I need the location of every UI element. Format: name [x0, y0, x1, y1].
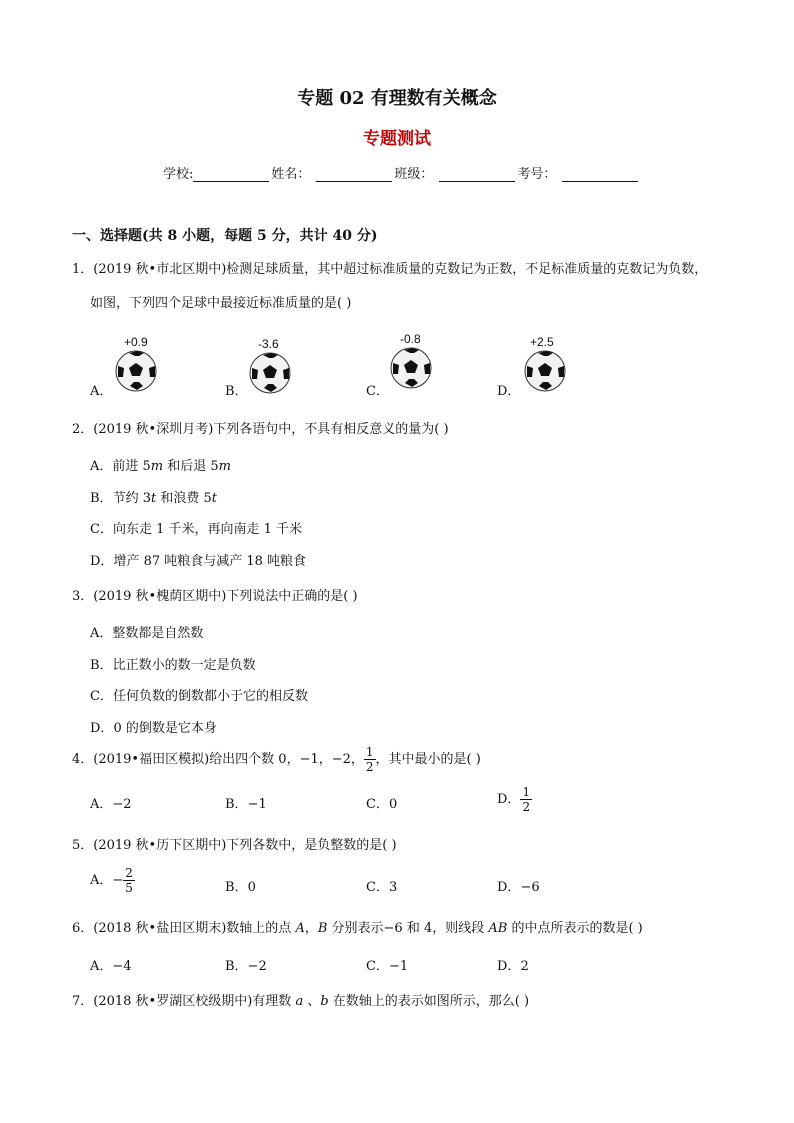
question-5-stem: 5．(2019 秋•历下区期中)下列各数中，是负整数的是( ): [72, 838, 397, 853]
school-blank[interactable]: [193, 167, 269, 182]
question-2-option-b[interactable]: B．节约 3t 和浪费 5t: [90, 491, 217, 506]
question-4-option-d[interactable]: D． $\frac{1}{2}$: [497, 785, 531, 814]
page-subtitle: 专题测试: [363, 129, 431, 149]
question-1-option-c-label[interactable]: C．: [366, 384, 389, 399]
fraction: $\frac{1}{2}$: [365, 745, 374, 774]
school-label: 学校:: [163, 167, 194, 182]
question-1-option-b-label[interactable]: B．: [225, 384, 248, 399]
question-2-option-a[interactable]: A．前进 5m 和后退 5m: [90, 459, 231, 474]
fraction: $\frac{2}{5}$: [125, 866, 133, 895]
ball-c-value: -0.8: [400, 332, 421, 346]
question-1-stem-line1: 1．(2019 秋•市北区期中)检测足球质量，其中超过标准质量的克数记为正数，不足标准质量的克数记为负数，: [72, 262, 708, 277]
class-label: 班级：: [394, 167, 434, 182]
name-blank[interactable]: [316, 167, 392, 182]
question-2-option-c[interactable]: C．向东走 1 千米，再向南走 1 千米: [90, 522, 303, 537]
question-6-stem: 6．(2018 秋•盐田区期末)数轴上的点 A，B 分别表示−6 和 4，则线段 AB 的中点所表示的数是( ): [72, 921, 643, 936]
question-5-option-b[interactable]: B．0: [225, 880, 256, 895]
fraction: $\frac{1}{2}$: [522, 785, 531, 814]
question-5-option-c[interactable]: C．3: [366, 880, 398, 895]
question-6-option-a[interactable]: A．−4: [90, 959, 132, 974]
question-2-stem: 2．(2019 秋•深圳月考)下列各语句中，不具有相反意义的量为( ): [72, 422, 449, 437]
question-4-stem: 4．(2019•福田区模拟)给出四个数 0，−1，−2， $\frac{1}{2}$ ，其中最小的是( ): [72, 745, 481, 774]
question-4-option-a[interactable]: A．−2: [90, 797, 132, 812]
question-1-stem-line2: 如图，下列四个足球中最接近标准质量的是( ): [90, 296, 352, 311]
soccer-ball-icon: [524, 350, 566, 392]
exam-no-label: 考号：: [517, 167, 557, 182]
question-6-option-c[interactable]: C．−1: [366, 959, 409, 974]
question-3-option-b[interactable]: B．比正数小的数一定是负数: [90, 658, 256, 673]
student-info-row: [163, 163, 640, 182]
soccer-ball-icon: [115, 350, 157, 392]
question-6-option-b[interactable]: B．−2: [225, 959, 267, 974]
ball-b-value: -3.6: [258, 337, 279, 351]
question-4-option-b[interactable]: B．−1: [225, 797, 267, 812]
exam-no-blank[interactable]: [562, 167, 638, 182]
question-5-option-a[interactable]: A．− $\frac{2}{5}$: [90, 866, 133, 895]
question-3-stem: 3．(2019 秋•槐荫区期中)下列说法中正确的是( ): [72, 589, 358, 604]
question-7-stem: 7．(2018 秋•罗湖区校级期中)有理数 a 、b 在数轴上的表示如图所示，那么( ): [72, 994, 530, 1009]
question-1-option-d-label[interactable]: D．: [497, 384, 521, 399]
page-title: 专题 02 有理数有关概念: [297, 88, 497, 109]
ball-d-value: +2.5: [530, 335, 554, 349]
soccer-ball-icon: [390, 347, 432, 389]
question-2-option-d[interactable]: D．增产 87 吨粮食与减产 18 吨粮食: [90, 554, 307, 569]
question-5-option-d[interactable]: D．−6: [497, 880, 540, 895]
ball-a-value: +0.9: [124, 335, 148, 349]
question-3-option-a[interactable]: A．整数都是自然数: [90, 626, 204, 641]
class-blank[interactable]: [439, 167, 515, 182]
name-label: 姓名：: [271, 167, 311, 182]
section-heading: 一、选择题(共 8 小题，每题 5 分，共计 40 分): [72, 228, 378, 244]
question-6-option-d[interactable]: D．2: [497, 959, 529, 974]
question-4-option-c[interactable]: C．0: [366, 797, 398, 812]
question-3-option-c[interactable]: C．任何负数的倒数都小于它的相反数: [90, 689, 308, 704]
soccer-ball-icon: [249, 352, 291, 394]
question-1-option-a-label[interactable]: A．: [90, 384, 113, 399]
question-3-option-d[interactable]: D．0 的倒数是它本身: [90, 721, 217, 736]
